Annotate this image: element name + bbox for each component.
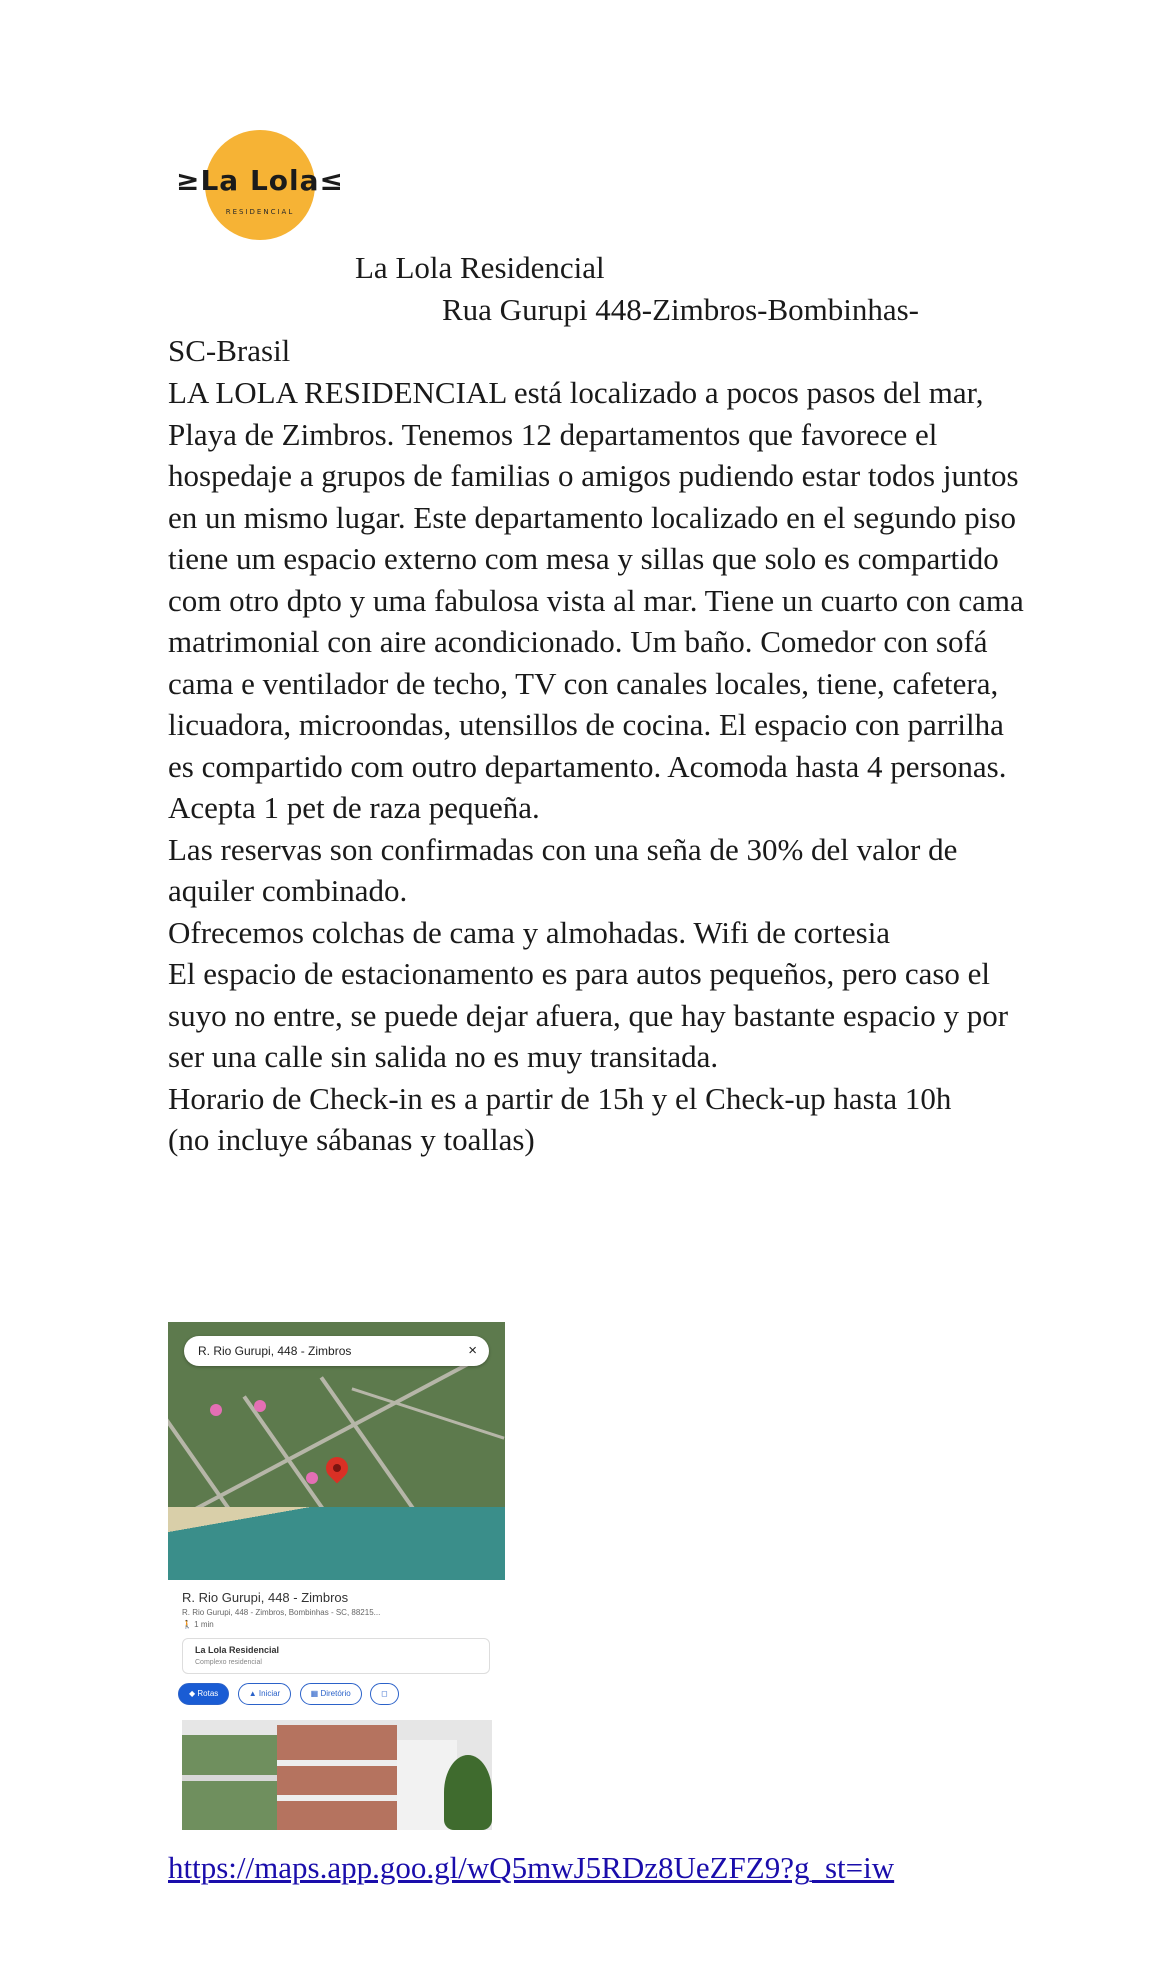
building-center-rail (277, 1795, 397, 1801)
paragraph-note: (no incluye sábanas y toallas) (168, 1122, 535, 1157)
map-road (187, 1353, 486, 1515)
tree (444, 1755, 492, 1830)
paragraph-amenities: Ofrecemos colchas de cama y almohadas. Wifi de cortesia (168, 914, 891, 950)
map-sea (168, 1507, 505, 1580)
building-left (182, 1735, 277, 1830)
place-card-subtitle: Complexo residencial (195, 1659, 262, 1666)
map-poi-icon (306, 1472, 318, 1484)
building-photo (182, 1720, 492, 1830)
building-center-rail (277, 1760, 397, 1766)
place-panel (168, 1580, 505, 1720)
map-pin-icon (321, 1452, 352, 1483)
directory-chip: ▦ Diretório (300, 1683, 362, 1705)
map-search-text: R. Rio Gurupi, 448 - Zimbros (198, 1344, 352, 1358)
building-left-rail (182, 1775, 277, 1781)
address-line-1: Rua Gurupi 448-Zimbros-Bombinhas- (442, 292, 920, 327)
place-card-title: La Lola Residencial (195, 1645, 280, 1655)
place-address: R. Rio Gurupi, 448 - Zimbros, Bombinhas - SC, 88215... (182, 1608, 381, 1617)
description (168, 372, 1028, 1161)
map-poi-icon (254, 1400, 266, 1412)
routes-chip: ◆ Rotas (178, 1683, 229, 1705)
close-icon: × (468, 1342, 477, 1359)
address-line-2: SC-Brasil (168, 333, 291, 368)
map-search-bar (184, 1336, 489, 1366)
save-chip: ◻ (370, 1683, 399, 1705)
start-chip: ▲ Iniciar (238, 1683, 291, 1705)
walk-time: 🚶 1 min (182, 1620, 214, 1629)
logo-text: ≥La Lola≤ (176, 164, 344, 197)
page-title: La Lola Residencial (355, 250, 605, 285)
logo-subtext: RESIDENCIAL (225, 208, 295, 216)
map-poi-icon (210, 1404, 222, 1416)
place-card (182, 1638, 490, 1674)
paragraph-description: LA LOLA RESIDENCIAL está localizado a pocos pasos del mar, Playa de Zimbros. Tenemos 12 departamentos que favorece el hospedaje a grupos de familias o amigos pudiendo estar todos juntos en un mismo lugar. Este departamento localizado en el segundo piso tiene um espacio externo com mesa y sillas que solo es compartido com otro dpto y uma fabulosa vista al mar. Tiene un cuarto con cama matrimonial con aire acondicionado. Um baño. Comedor con sofá cama e ventilador de techo, TV con canales locales, tiene, cafetera, licuadora, microondas, utensillos de cocina. El espacio con parrilha es compartido com outro departamento. Acomoda hasta 4 personas. Acepta 1 pet de raza pequeña. (168, 375, 1024, 825)
place-name: R. Rio Gurupi, 448 - Zimbros (182, 1590, 349, 1605)
maps-link[interactable]: https://maps.app.goo.gl/wQ5mwJ5RDz8UeZFZ9?g_st=iw (168, 1850, 895, 1885)
logo (175, 130, 345, 245)
action-chips (178, 1683, 505, 1705)
paragraph-checkin: Horario de Check-in es a partir de 15h y el Check-up hasta 10h (168, 1080, 952, 1116)
building-center (277, 1725, 397, 1830)
paragraph-reservations: Las reservas son confirmadas con una seña de 30% del valor de aquiler combinado. (168, 831, 958, 908)
map-image (168, 1322, 505, 1580)
paragraph-parking: El espacio de estacionamento es para autos pequeños, pero caso el suyo no entre, se puede dejar afuera, que hay bastante espacio y por ser una calle sin salida no es muy transitada. (168, 956, 1009, 1074)
